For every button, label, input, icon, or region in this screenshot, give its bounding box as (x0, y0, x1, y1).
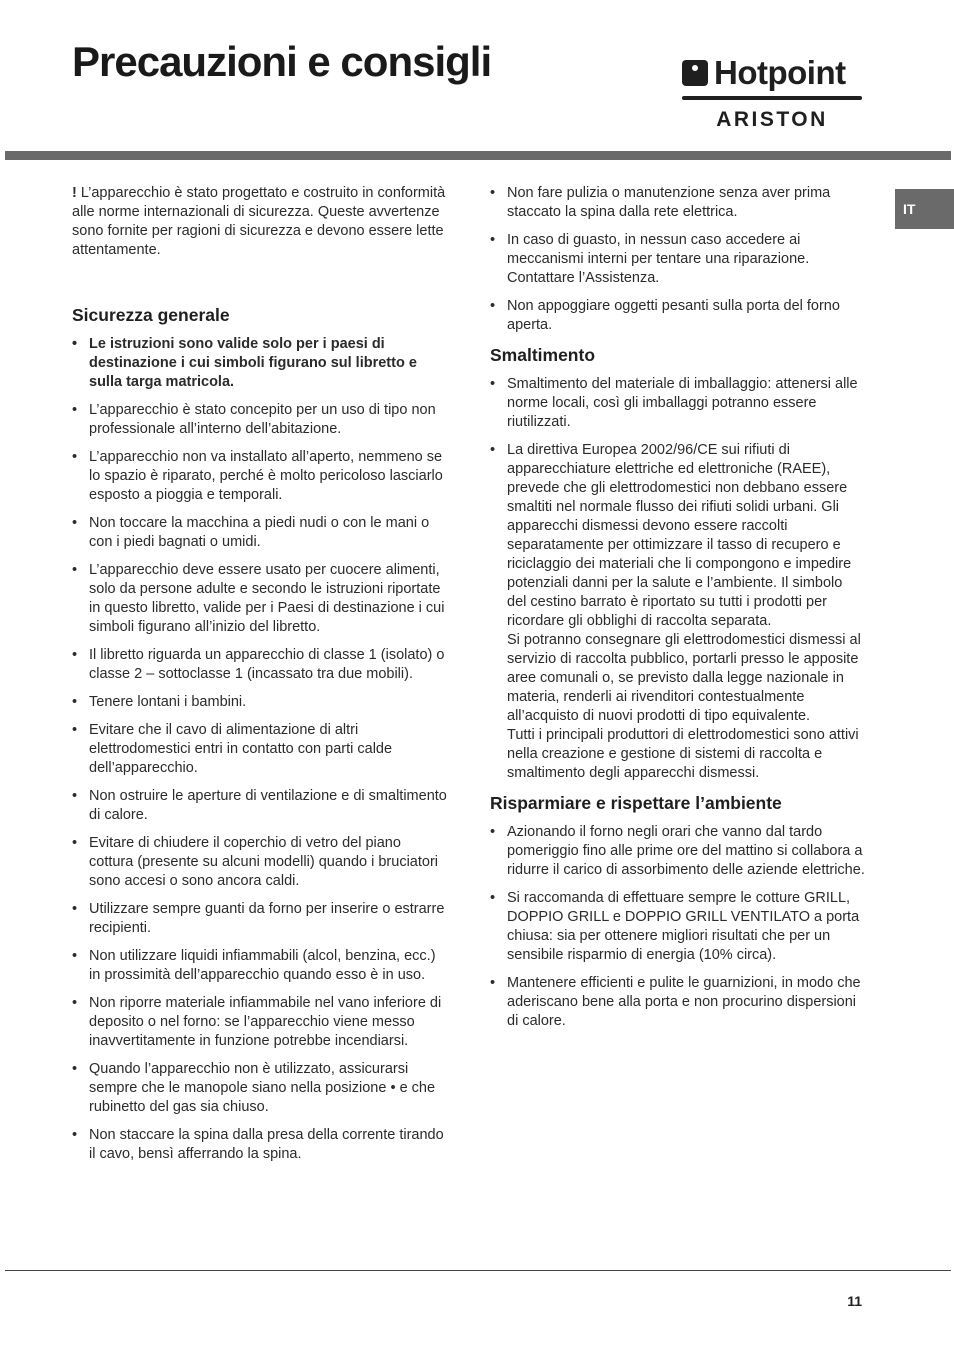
list-item: • Non fare pulizia o manutenzione senza aver prima staccato la spina dalla rete elettrica. (490, 184, 865, 222)
list-item: • Evitare di chiudere il coperchio di vetro del piano cottura (presente su alcuni modelli) quando i bruciatori sono accesi o sono ancora caldi. (72, 834, 448, 891)
intro-paragraph (72, 184, 448, 260)
section-heading-sicurezza: Sicurezza generale (72, 305, 230, 325)
logo-divider (682, 96, 862, 100)
list-item: • Le istruzioni sono valide solo per i paesi di destinazione i cui simboli figurano sul libretto e sulla targa matricola. (72, 335, 448, 392)
list-item: • Azionando il forno negli orari che vanno dal tardo pomeriggio fino alle prime ore del mattino si collabora a ridurre il carico di assorbimento delle aziende elettriche. (490, 823, 865, 880)
raee-paragraph-3: Tutti i principali produttori di elettrodomestici sono attivi nella creazione e gestione di sistemi di raccolta e smaltimento degli apparecchi dismessi. (507, 727, 859, 781)
list-item: • L’apparecchio non va installato all’aperto, nemmeno se lo spazio è riparato, perché è molto pericoloso lasciarlo esposto a pioggia e temporali. (72, 448, 448, 505)
smaltimento-list (490, 375, 865, 783)
section-heading-smaltimento: Smaltimento (490, 345, 596, 365)
list-item: • Tenere lontani i bambini. (72, 693, 448, 712)
list-item: • Non staccare la spina dalla presa della corrente tirando il cavo, bensì afferrando la spina. (72, 1126, 448, 1164)
warning-mark: ! (72, 185, 77, 201)
raee-paragraph-1: • La direttiva Europea 2002/96/CE sui rifiuti di apparecchiature elettriche ed elettroniche (RAEE), prevede che gli elettrodomestici non debbano essere smaltiti nel normale flusso dei rifiuti solidi urbani. Gli apparecchi dismessi devono essere raccolti separatamente per ottimizzare il tasso di recupero e riciclaggio dei materiali che li compongono e impedire potenziali danni per la salute e l’ambiente. Il simbolo del cestino barrato è riportato su tutti i prodotti per ricordare gli obblighi di raccolta separata. (507, 442, 852, 629)
left-column (72, 184, 448, 1173)
section-heading-risparmio: Risparmiare e rispettare l’ambiente (490, 793, 782, 813)
list-item: • Evitare che il cavo di alimentazione di altri elettrodomestici entri in contatto con parti calde dell’apparecchio. (72, 721, 448, 778)
intro-text: L’apparecchio è stato progettato e costruito in conformità alle norme internazionali di sicurezza. Queste avvertenze sono fornite per ragioni di sicurezza e devono essere lette attentamente. (72, 185, 446, 258)
list-item: • Non utilizzare liquidi infiammabili (alcol, benzina, ecc.) in prossimità dell’apparecchio quando esso è in uso. (72, 947, 448, 985)
logo-sub-text: ARISTON (716, 108, 828, 131)
raee-paragraph-2: Si potranno consegnare gli elettrodomestici dismessi al servizio di raccolta pubblico, portarli presso le apposite aree comunali o, se previsto dalla legge nazionale in materia, renderli ai rivenditori contestualmente all’acquisto di nuovi prodotti di tipo equivalente. (507, 632, 861, 724)
list-item: • Non appoggiare oggetti pesanti sulla porta del forno aperta. (490, 297, 865, 335)
list-item: • Mantenere efficienti e pulite le guarnizioni, in modo che aderiscano bene alla porta e non procurino dispersioni di calore. (490, 974, 865, 1031)
list-item: • Non toccare la macchina a piedi nudi o con le mani o con i piedi bagnati o umidi. (72, 514, 448, 552)
list-item: • Utilizzare sempre guanti da forno per inserire o estrarre recipienti. (72, 900, 448, 938)
sicurezza-list (72, 335, 448, 1164)
logo-brand-text: Hotpoint (714, 54, 846, 91)
language-tab: IT (895, 189, 954, 229)
right-column (490, 184, 865, 1040)
list-item: • L’apparecchio è stato concepito per un uso di tipo non professionale all’interno dell’abitazione. (72, 401, 448, 439)
list-item: • Il libretto riguarda un apparecchio di classe 1 (isolato) o classe 2 – sottoclasse 1 (incassato tra due mobili). (72, 646, 448, 684)
list-item: • Si raccomanda di effettuare sempre le cotture GRILL, DOPPIO GRILL e DOPPIO GRILL VENTILATO a porta chiusa: sia per ottenere migliori risultati che per un sensibile risparmio di energia (10% circa). (490, 889, 865, 965)
footer-rule (5, 1270, 951, 1271)
list-item: • Non riporre materiale infiammabile nel vano inferiore di deposito o nel forno: se l’apparecchio viene messo inavvertitamente in funzione potrebbe incendiarsi. (72, 994, 448, 1051)
header-rule (5, 151, 951, 160)
sicurezza-list-continued (490, 184, 865, 335)
list-item: • L’apparecchio deve essere usato per cuocere alimenti, solo da persone adulte e secondo le istruzioni riportate in questo libretto, valide per i Paesi di destinazione i cui simboli figurano all’inizio del libretto. (72, 561, 448, 637)
hotpoint-logo-icon (682, 60, 708, 86)
risparmio-list (490, 823, 865, 1031)
list-item (490, 441, 865, 783)
list-item: • Non ostruire le aperture di ventilazione e di smaltimento di calore. (72, 787, 448, 825)
list-item: • Quando l’apparecchio non è utilizzato, assicurarsi sempre che le manopole siano nella posizione • e che rubinetto del gas sia chiuso. (72, 1060, 448, 1117)
page-title: Precauzioni e consigli (72, 38, 492, 85)
brand-logo (682, 56, 864, 130)
list-item: • Smaltimento del materiale di imballaggio: attenersi alle norme locali, così gli imballaggi potranno essere riutilizzati. (490, 375, 865, 432)
list-item: • In caso di guasto, in nessun caso accedere ai meccanismi interni per tentare una riparazione. Contattare l’Assistenza. (490, 231, 865, 288)
page-number: 11 (847, 1293, 862, 1309)
